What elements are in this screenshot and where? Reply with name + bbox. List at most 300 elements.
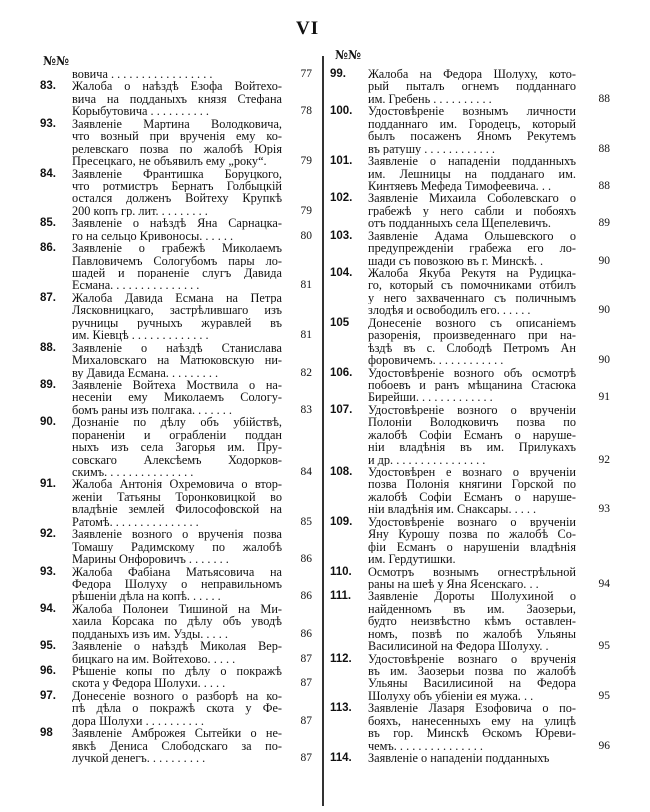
- toc-line: [40, 603, 312, 615]
- entry-text: шади съ повозкою въ г. Минскѣ. .: [368, 254, 544, 268]
- entry-text: хаила Корсака по дѣлу объ уводѣ: [72, 615, 282, 628]
- entry-page: 94: [598, 577, 610, 590]
- entry-text: Жалоба о наѣздѣ Езофа Войтехо-: [72, 80, 282, 93]
- entry-number: 109.: [330, 515, 353, 528]
- entry-text: вовича . . . . . . . . . . . . . . . . .: [72, 68, 213, 81]
- entry-page: 95: [598, 640, 610, 653]
- toc-line: [40, 391, 312, 403]
- toc-entry: [40, 416, 312, 478]
- entry-text: совскаго Алексѣемъ Ходорков-: [72, 453, 282, 467]
- entry-number: 102.: [330, 192, 353, 205]
- toc-line: [330, 653, 610, 665]
- entry-text: Пресецкаго, не объявилъ ему „року“.: [72, 155, 267, 168]
- entry-page: 81: [300, 279, 312, 292]
- toc-entry: [40, 665, 312, 690]
- toc-line: [330, 740, 610, 752]
- toc-line: [330, 93, 610, 105]
- toc-entry: [40, 342, 312, 379]
- entry-text: Удостовѣреніе вознымъ личности: [368, 105, 576, 118]
- entry-number: 110.: [330, 565, 352, 578]
- entry-number: 98: [40, 727, 53, 740]
- toc-entry: [40, 566, 312, 603]
- toc-line: [40, 304, 312, 316]
- toc-line: [40, 267, 312, 279]
- entry-number: 90.: [40, 416, 56, 429]
- entry-text: пѣ дѣла о покражѣ скота у Фе-: [72, 702, 282, 715]
- toc-entry: [40, 727, 312, 764]
- toc-entry: [40, 68, 312, 80]
- toc-entry: [330, 566, 610, 591]
- entry-text: Заявленіе Адама Ольшевского о: [368, 229, 576, 243]
- toc-line: [40, 317, 312, 329]
- entry-text: рый пыталъ огнемъ подданнаго: [368, 80, 576, 93]
- entry-text: Осмотръ вознымъ огнестрѣльной: [368, 565, 576, 578]
- toc-line: [330, 690, 610, 702]
- entry-text: Заявленіе о наѣздѣ Станислава: [72, 341, 282, 355]
- entry-text: Томашу Радимскому по жалобѣ: [72, 540, 282, 554]
- entry-page: 87: [300, 714, 312, 727]
- toc-entry: [40, 528, 312, 565]
- toc-entry: [40, 690, 312, 727]
- toc-entry: [330, 404, 610, 466]
- entry-text: Заявленіе Амброжея Сытейки о не-: [72, 727, 282, 740]
- toc-line: [330, 566, 610, 578]
- entry-page: 92: [598, 453, 610, 466]
- entry-number: 85.: [40, 217, 56, 230]
- toc-line: [330, 441, 610, 453]
- entry-text: го, который съ помочниками отбилъ: [368, 279, 576, 292]
- entry-text: бояхъ, нанесенныхъ ему на улицѣ: [368, 714, 576, 728]
- entry-text: Заявленіе Дороты Шолухиной о: [368, 590, 576, 603]
- entry-number: 97.: [40, 689, 56, 702]
- entry-text: и др. . . . . . . . . . . . . . . .: [368, 453, 486, 467]
- toc-line: [40, 118, 312, 130]
- toc-line: [40, 429, 312, 441]
- toc-line: [330, 68, 610, 80]
- toc-entry: [330, 653, 610, 703]
- entry-page: 93: [598, 503, 610, 516]
- entry-text: женіи Татьяны Торонковицкой во: [72, 490, 282, 504]
- toc-entry: [330, 516, 610, 566]
- toc-line: [40, 192, 312, 204]
- toc-line: [330, 727, 610, 739]
- entry-page: 79: [300, 204, 312, 217]
- toc-line: [330, 553, 610, 565]
- entry-number: 107.: [330, 403, 353, 416]
- entry-page: 80: [300, 229, 312, 242]
- entry-text: у него захваченнаго съ поличнымъ: [368, 291, 576, 305]
- entry-text: ручницы ручныхъ журавлей въ: [72, 316, 282, 330]
- entry-page: 79: [300, 155, 312, 168]
- toc-entry: [40, 292, 312, 342]
- entry-number: 99.: [330, 68, 346, 80]
- toc-line: [40, 105, 312, 117]
- column-divider: [322, 56, 324, 806]
- toc-line: [330, 118, 610, 130]
- toc-line: [330, 367, 610, 379]
- toc-line: [330, 454, 610, 466]
- entry-page: 82: [300, 366, 312, 379]
- toc-line: [330, 242, 610, 254]
- toc-line: [40, 80, 312, 92]
- entry-text: Заявленіе о нападеніи подданныхъ: [368, 155, 576, 168]
- entry-text: грабежѣ у него сабли и побояхъ: [368, 204, 576, 218]
- toc-line: [330, 192, 610, 204]
- toc-entry: [330, 68, 610, 105]
- toc-line: [40, 491, 312, 503]
- toc-line: [330, 590, 610, 602]
- entry-text: въ им. Заозерьи позва по жалобѣ: [368, 665, 576, 678]
- entry-text: предупрежденіи грабежа его ло-: [368, 242, 576, 255]
- entry-text: бицкаго на им. Войтехово. . . . .: [72, 652, 236, 666]
- entry-text: жалобѣ Софіи Есманъ о наруше-: [368, 428, 576, 442]
- entry-page: 95: [598, 689, 610, 702]
- entry-text: бомъ раны изъ полгака. . . . . . .: [72, 403, 232, 417]
- toc-entry: [330, 105, 610, 155]
- entry-text: Марины Онфоровичъ . . . . . . .: [72, 553, 229, 566]
- entry-page: 89: [598, 217, 610, 230]
- entry-text: Павловичемъ Сологубомъ пары ло-: [72, 254, 282, 268]
- entry-page: 96: [598, 739, 610, 752]
- toc-line: [40, 416, 312, 428]
- entry-text: Дознаніе по дѣлу объ убійствѣ,: [72, 416, 282, 429]
- toc-entry: [40, 118, 312, 168]
- entry-text: скота у Федора Шолухи. . . . .: [72, 677, 226, 690]
- entry-text: Заявленіе Франтишка Боруцкого,: [72, 167, 282, 180]
- entry-text: фіи Есманъ о нарушеніи владѣнія: [368, 540, 576, 554]
- toc-line: [330, 155, 610, 167]
- toc-entry: [330, 155, 610, 192]
- toc-line: [40, 367, 312, 379]
- toc-line: [330, 478, 610, 490]
- toc-line: [330, 354, 610, 366]
- toc-line: [40, 578, 312, 590]
- entry-text: Заявленіе Мартина Володковича,: [72, 117, 282, 131]
- toc-entry: [40, 603, 312, 640]
- toc-line: [330, 80, 610, 92]
- entry-number: 91.: [40, 478, 56, 491]
- entry-number: 83.: [40, 80, 56, 93]
- entry-number: 93.: [40, 565, 56, 578]
- toc-line: [40, 640, 312, 652]
- entry-text: Заявленіе о наѣздѣ Миколая Вер-: [72, 640, 282, 653]
- entry-text: жалобѣ Софіи Есманъ о наруше-: [368, 490, 576, 504]
- toc-line: [330, 404, 610, 416]
- toc-line: [40, 553, 312, 565]
- toc-line: [40, 143, 312, 155]
- toc-entry: [330, 267, 610, 317]
- toc-line: [330, 503, 610, 515]
- entry-text: ныхъ изъ села Загорья им. Пру-: [72, 441, 282, 454]
- entry-text: Заявленіе о нападеніи подданныхъ: [368, 752, 550, 765]
- entry-number: 111.: [330, 590, 352, 603]
- entry-text: Заявленіе Михаила Соболевскаго о: [368, 192, 576, 205]
- toc-line: [40, 454, 312, 466]
- entry-number: 112.: [330, 652, 352, 665]
- entry-page: 88: [598, 92, 610, 105]
- toc-line: [330, 342, 610, 354]
- entry-text: Жалоба Давида Есмана на Петра: [72, 291, 282, 305]
- entry-page: 88: [598, 142, 610, 155]
- toc-line: [40, 528, 312, 540]
- toc-line: [330, 304, 610, 316]
- toc-entry: [40, 217, 312, 242]
- toc-line: [40, 205, 312, 217]
- entry-text: злодѣя и освободилъ его. . . . . .: [368, 304, 531, 317]
- entry-text: Жалоба на Федора Шолуху, кото-: [368, 68, 576, 81]
- entry-text: релевскаго позва по жалобѣ Юрія: [72, 142, 282, 156]
- toc-entry: [330, 192, 610, 229]
- entry-text: Корыбутовича . . . . . . . . . .: [72, 105, 209, 118]
- toc-line: [330, 230, 610, 242]
- toc-line: [40, 255, 312, 267]
- toc-line: [40, 653, 312, 665]
- toc-entry: [40, 168, 312, 218]
- toc-entry: [40, 242, 312, 292]
- entry-text: Удостовѣреніе возного о врученіи: [368, 403, 576, 417]
- entry-text: Есмана. . . . . . . . . . . . . . .: [72, 279, 200, 292]
- toc-entry: [40, 379, 312, 416]
- toc-line: [40, 665, 312, 677]
- entry-page: 91: [598, 391, 610, 404]
- entry-number: 89.: [40, 378, 56, 391]
- toc-line: [40, 752, 312, 764]
- entry-text: Яну Курошу позва по жалобѣ Со-: [368, 528, 576, 541]
- toc-line: [40, 615, 312, 627]
- entry-text: подданнаго им. Городецъ, который: [368, 117, 576, 131]
- entry-number: 105: [330, 316, 350, 329]
- toc-line: [330, 715, 610, 727]
- entry-text: Заявленіе возного о врученія позва: [72, 528, 282, 541]
- toc-line: [330, 628, 610, 640]
- toc-line: [330, 379, 610, 391]
- toc-line: [40, 503, 312, 515]
- toc-line: [40, 329, 312, 341]
- entry-text: ѣздѣ въ с. Слободѣ Петромъ Ан: [368, 341, 576, 355]
- entry-text: им. Гребень . . . . . . . . . .: [368, 92, 492, 106]
- entry-number: 100.: [330, 105, 353, 118]
- toc-line: [40, 342, 312, 354]
- toc-line: [40, 292, 312, 304]
- toc-line: [40, 404, 312, 416]
- toc-line: [330, 702, 610, 714]
- entry-text: Кинтяевъ Мефеда Тимофеевича. . .: [368, 179, 552, 193]
- toc-line: [40, 566, 312, 578]
- entry-text: что ротмистръ Бернатъ Голбыцкій: [72, 179, 282, 193]
- entry-text: им. Гердутишки.: [368, 553, 456, 566]
- toc-line: [40, 354, 312, 366]
- toc-line: [40, 279, 312, 291]
- entry-text: ніи владѣнія им. Снаксары. . . . .: [368, 503, 537, 516]
- entry-text: Жалоба Фабіана Матьясовича на: [72, 565, 282, 578]
- entry-page: 86: [300, 553, 312, 566]
- toc-line: [40, 168, 312, 180]
- entry-text: Василисиной на Федора Шолуху. .: [368, 640, 549, 653]
- toc-line: [40, 590, 312, 602]
- toc-line: [330, 466, 610, 478]
- entry-page: 88: [598, 179, 610, 192]
- entry-text: Михаловскаго на Матюковскую ни-: [72, 354, 282, 367]
- toc-line: [330, 255, 610, 267]
- entry-text: лучкой денегъ. . . . . . . . . .: [72, 752, 206, 765]
- toc-line: [40, 740, 312, 752]
- entry-text: Жалоба Антонія Охремовича о втор-: [72, 478, 282, 491]
- toc-entry: [330, 702, 610, 752]
- toc-line: [40, 466, 312, 478]
- entry-text: въ ратушу . . . . . . . . . . . .: [368, 142, 495, 156]
- entry-page: 87: [300, 652, 312, 665]
- entry-number: 93.: [40, 117, 56, 130]
- right-column-header: №№: [335, 48, 362, 62]
- entry-number: 96.: [40, 665, 56, 677]
- toc-line: [40, 715, 312, 727]
- entry-text: Донесеніе возного о разборѣ на ко-: [72, 689, 282, 703]
- toc-line: [330, 516, 610, 528]
- entry-page: 87: [300, 752, 312, 765]
- entry-text: форовичемъ. . . . . . . . . . . .: [368, 354, 504, 367]
- entry-number: 106.: [330, 366, 353, 379]
- entry-text: го на сельцо Кривоносы. . . . . .: [72, 229, 234, 243]
- entry-page: 90: [598, 304, 610, 317]
- entry-text: скимъ. . . . . . . . . . . . . . .: [72, 466, 194, 479]
- entry-number: 84.: [40, 167, 56, 180]
- entry-page: 90: [598, 354, 610, 367]
- toc-line: [40, 727, 312, 739]
- entry-text: Заявленіе о грабежѣ Миколаемъ: [72, 242, 282, 255]
- entry-text: Удостовѣреніе вознаго о врученія: [368, 652, 576, 666]
- entry-text: Заявленіе Лазаря Езофовича о по-: [368, 702, 576, 715]
- entry-number: 101.: [330, 155, 353, 168]
- entry-text: будто неизвѣстно кѣмъ оставлен-: [368, 615, 576, 628]
- toc-line: [330, 541, 610, 553]
- entry-text: Жалоба Якуба Рекутя на Рудицка-: [368, 267, 576, 280]
- toc-line: [330, 217, 610, 229]
- left-column-header: №№: [43, 54, 70, 68]
- entry-text: 200 копъ гр. лит. . . . . . . . .: [72, 204, 208, 218]
- entry-text: подданыхъ изъ им. Узды. . . . .: [72, 627, 228, 641]
- toc-line: [330, 292, 610, 304]
- entry-text: Федора Шолуху о неправильномъ: [72, 577, 282, 591]
- toc-line: [40, 541, 312, 553]
- toc-entry: [40, 478, 312, 528]
- entry-text: дора Шолухи . . . . . . . . . .: [72, 714, 204, 728]
- entry-text: Удостовѣреніе вознаго о врученіи: [368, 515, 576, 529]
- entry-text: разоренія, произведеннаго при на-: [368, 329, 576, 342]
- entry-number: 87.: [40, 291, 56, 304]
- entry-text: Ульяны Василисиной на Федора: [368, 677, 576, 690]
- toc-line: [330, 391, 610, 403]
- entry-text: Бирейши. . . . . . . . . . . . .: [368, 391, 493, 404]
- toc-line: [330, 279, 610, 291]
- toc-line: [330, 640, 610, 652]
- entry-text: номъ, позвѣ по жалобѣ Ульяны: [368, 627, 576, 641]
- entry-page: 85: [300, 515, 312, 528]
- toc-line: [40, 68, 312, 80]
- entry-text: несеніи ему Миколаемъ Сологу-: [72, 391, 282, 404]
- toc-line: [40, 242, 312, 254]
- entry-number: 103.: [330, 229, 353, 242]
- entry-text: ву Давида Есмана. . . . . . . . .: [72, 366, 219, 379]
- entry-number: 86.: [40, 242, 56, 255]
- right-column: [330, 68, 610, 765]
- entry-text: Удостовѣреніе возного объ осмотрѣ: [368, 366, 576, 379]
- entry-text: что возный при врученія ему ко-: [72, 130, 282, 143]
- entry-number: 113.: [330, 702, 352, 715]
- toc-line: [40, 230, 312, 242]
- toc-entry: [330, 230, 610, 267]
- toc-line: [330, 578, 610, 590]
- entry-number: 104.: [330, 267, 353, 279]
- entry-text: остался долженъ Войтеху Крупкѣ: [72, 192, 282, 205]
- entry-text: Рѣшеніе копы по дѣлу о покражѣ: [72, 665, 282, 678]
- page-number: VI: [296, 18, 320, 39]
- entry-text: явкѣ Дениса Слободскаго за по-: [72, 739, 282, 753]
- entry-text: Жалоба Полонеи Тишиной на Ми-: [72, 602, 282, 616]
- toc-line: [330, 603, 610, 615]
- entry-text: пораненіи и ограбленіи поддан: [72, 428, 282, 442]
- toc-line: [40, 478, 312, 490]
- entry-page: 90: [598, 254, 610, 267]
- entry-text: въ гор. Минскѣ Өскомъ Юреви-: [368, 727, 576, 740]
- toc-line: [330, 416, 610, 428]
- entry-text: Удостовѣрен е вознаго о врученіи: [368, 466, 576, 479]
- toc-line: [330, 677, 610, 689]
- toc-line: [40, 677, 312, 689]
- entry-text: рѣшеніи дѣла на копѣ. . . . . .: [72, 590, 221, 603]
- entry-page: 81: [300, 329, 312, 342]
- entry-text: ніи владѣнія въ им. Прилукахъ: [368, 441, 576, 454]
- entry-page: 83: [300, 403, 312, 416]
- entry-text: Заявленіе о наѣздѣ Яна Сарнацка-: [72, 217, 282, 230]
- toc-line: [40, 702, 312, 714]
- toc-line: [40, 93, 312, 105]
- entry-number: 95.: [40, 640, 56, 653]
- entry-number: 88.: [40, 341, 56, 354]
- toc-line: [40, 441, 312, 453]
- toc-line: [330, 665, 610, 677]
- toc-line: [40, 379, 312, 391]
- toc-entry: [330, 752, 610, 764]
- toc-line: [330, 130, 610, 142]
- toc-line: [330, 143, 610, 155]
- toc-line: [330, 528, 610, 540]
- entry-text: им. Кіевцѣ . . . . . . . . . . . . .: [72, 329, 209, 342]
- entry-text: Шолуху объ убіеніи ея мужа. . .: [368, 689, 534, 703]
- entry-text: Ратомѣ. . . . . . . . . . . . . . .: [72, 515, 199, 529]
- entry-number: 108.: [330, 466, 353, 478]
- entry-text: найденномъ въ им. Заозерьи,: [368, 602, 576, 616]
- entry-text: Донесеніе возного съ описаніемъ: [368, 316, 576, 330]
- toc-line: [330, 491, 610, 503]
- entry-page: 86: [300, 627, 312, 640]
- entry-text: Лясковницкаго, застрѣлившаго изъ: [72, 304, 282, 317]
- left-column: [40, 68, 312, 765]
- entry-text: шадей и пораненіе слугъ Давида: [72, 267, 282, 280]
- toc-entry: [330, 317, 610, 367]
- toc-line: [330, 267, 610, 279]
- entry-text: отъ подданныхъ села Щепелевичъ.: [368, 217, 551, 230]
- toc-entry: [40, 640, 312, 665]
- toc-line: [40, 217, 312, 229]
- entry-text: былъ посаженъ Яномъ Рекутемъ: [368, 130, 576, 143]
- toc-line: [40, 516, 312, 528]
- toc-entry: [330, 367, 610, 404]
- toc-line: [40, 180, 312, 192]
- entry-page: 78: [300, 105, 312, 118]
- entry-text: побоевъ и ранъ мѣщанина Стасюка: [368, 378, 576, 392]
- entry-number: 92.: [40, 528, 56, 541]
- toc-entry: [40, 80, 312, 117]
